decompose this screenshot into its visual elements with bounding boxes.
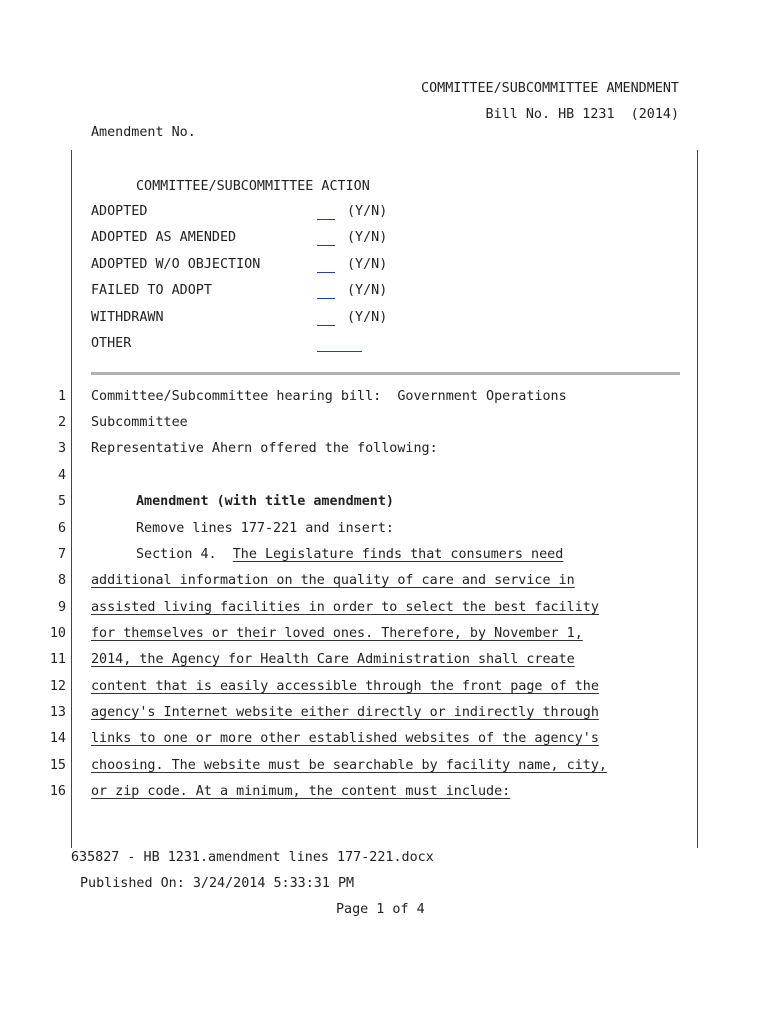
action-label: ADOPTED W/O OBJECTION	[91, 257, 261, 272]
line-text: Representative Ahern offered the following:	[91, 441, 438, 456]
action-label: WITHDRAWN	[91, 310, 164, 325]
inserted-text: or zip code. At a minimum, the content must include:	[91, 784, 511, 799]
line-number: 3	[57, 441, 66, 456]
right-margin-rule	[697, 150, 698, 848]
line-number: 12	[49, 679, 66, 694]
amendment-heading: Amendment (with title amendment)	[136, 494, 394, 509]
amendment-type-title: COMMITTEE/SUBCOMMITTEE AMENDMENT	[421, 81, 679, 96]
inserted-text: agency's Internet website either directly or indirectly through	[91, 705, 599, 720]
action-blank[interactable]	[317, 351, 362, 352]
action-label: ADOPTED	[91, 204, 148, 219]
action-yn: (Y/N)	[347, 310, 388, 325]
line-text	[136, 547, 563, 563]
line-number: 8	[57, 573, 66, 588]
line-number: 14	[49, 731, 66, 746]
bill-number: Bill No. HB 1231 (2014)	[485, 107, 679, 122]
line-number: 13	[49, 705, 66, 720]
action-yn: (Y/N)	[347, 230, 388, 245]
line-number: 6	[57, 521, 66, 536]
action-blank[interactable]	[317, 272, 335, 273]
action-yn: (Y/N)	[347, 257, 388, 272]
action-yn: (Y/N)	[347, 204, 388, 219]
line-text: Subcommittee	[91, 415, 188, 430]
document-filename: 635827 - HB 1231.amendment lines 177-221.docx	[71, 850, 434, 865]
action-blank[interactable]	[317, 245, 335, 246]
line-number: 2	[57, 415, 66, 430]
line-number: 7	[57, 547, 66, 562]
action-yn: (Y/N)	[347, 283, 388, 298]
line-number: 16	[49, 784, 66, 799]
section-divider	[91, 372, 680, 375]
inserted-text: choosing. The website must be searchable by facility name, city,	[91, 758, 607, 773]
inserted-text: links to one or more other established websites of the agency's	[91, 731, 599, 746]
line-text: Remove lines 177-221 and insert:	[136, 521, 394, 536]
action-label: OTHER	[91, 336, 132, 351]
action-label: FAILED TO ADOPT	[91, 283, 212, 298]
line-number: 15	[49, 758, 66, 773]
inserted-text: additional information on the quality of care and service in	[91, 573, 575, 588]
amendment-number-label: Amendment No.	[91, 125, 196, 140]
inserted-text: 2014, the Agency for Health Care Administration shall create	[91, 652, 575, 667]
committee-action-heading: COMMITTEE/SUBCOMMITTEE ACTION	[136, 179, 370, 194]
line-number: 5	[57, 494, 66, 509]
line-text: Committee/Subcommittee hearing bill: Government Operations	[91, 389, 567, 404]
inserted-text: content that is easily accessible through the front page of the	[91, 679, 599, 694]
line-number: 10	[49, 626, 66, 641]
inserted-text: The Legislature finds that consumers need	[232, 547, 564, 562]
action-label: ADOPTED AS AMENDED	[91, 230, 237, 245]
line-number: 11	[49, 652, 66, 667]
line-number: 9	[57, 600, 66, 615]
inserted-text: assisted living facilities in order to select the best facility	[91, 600, 599, 615]
line-number: 4	[57, 468, 66, 483]
section-label: Section 4.	[136, 547, 233, 562]
line-number: 1	[57, 389, 66, 404]
action-blank[interactable]	[317, 325, 335, 326]
page-indicator: Page 1 of 4	[336, 902, 425, 917]
action-blank[interactable]	[317, 298, 335, 299]
action-blank[interactable]	[317, 219, 335, 220]
left-margin-rule	[71, 150, 72, 848]
inserted-text: for themselves or their loved ones. Therefore, by November 1,	[91, 626, 583, 641]
published-timestamp: Published On: 3/24/2014 5:33:31 PM	[80, 876, 355, 891]
